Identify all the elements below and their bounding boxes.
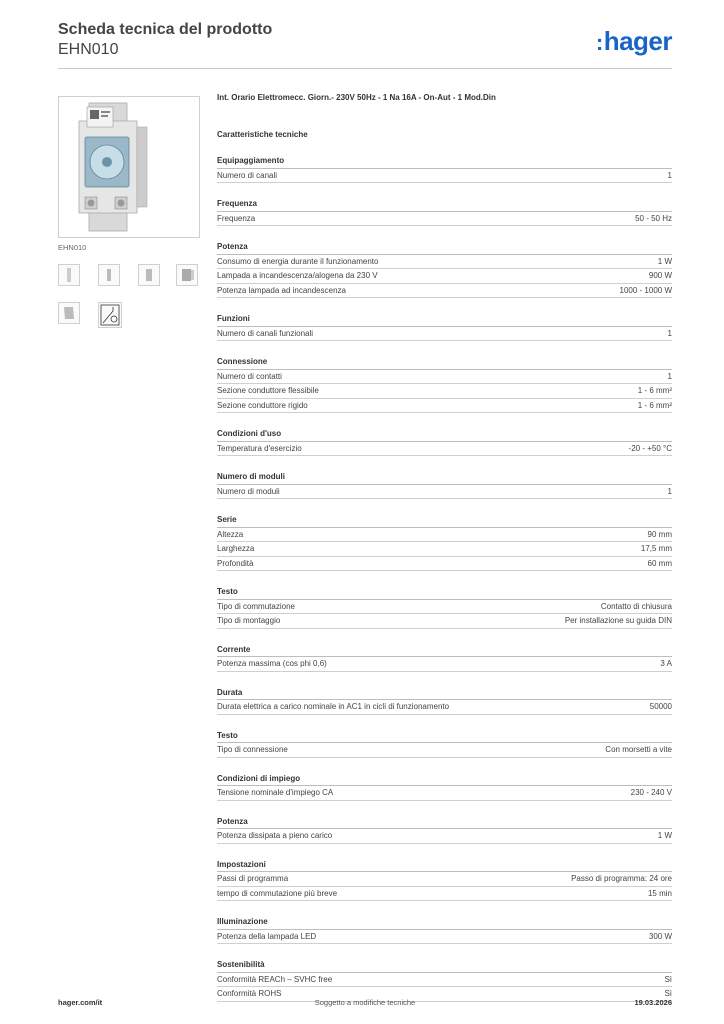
spec-group [217, 226, 672, 298]
spec-label: Sezione conduttore rigido [217, 400, 308, 410]
product-image[interactable] [58, 96, 200, 238]
spec-label: Numero di moduli [217, 486, 280, 496]
spec-group-title: Funzioni [217, 312, 672, 327]
spec-group [217, 571, 672, 629]
footer-website-link[interactable]: hager.com/it [58, 998, 103, 1007]
spec-row [217, 930, 672, 945]
spec-label: Passi di programma [217, 874, 289, 883]
spec-value: 230 - 240 V [630, 788, 672, 797]
product-code: EHN010 [58, 41, 119, 58]
spec-row [217, 442, 672, 457]
spec-group-title: Condizioni di impiego [217, 772, 672, 787]
spec-group-title: Illuminazione [217, 915, 672, 930]
spec-label: Potenza lampada ad incandescenza [217, 285, 346, 295]
spec-label: Temperatura d'esercizio [217, 443, 302, 453]
spec-value: 3 A [660, 659, 672, 668]
spec-label: Potenza dissipata a pieno carico [217, 831, 333, 840]
wiring-diagram-icon[interactable] [98, 302, 122, 328]
spec-value: Passo di programma: 24 ore [571, 874, 672, 883]
spec-row [217, 542, 672, 557]
spec-label: Sezione conduttore flessibile [217, 386, 319, 395]
spec-section-title: Caratteristiche tecniche [217, 130, 308, 139]
spec-row [217, 485, 672, 500]
spec-label: Larghezza [217, 544, 255, 553]
spec-label: Durata elettrica a carico nominale in AC1 in cicli di funzionamento [217, 702, 450, 711]
spec-row [217, 384, 672, 399]
spec-row [217, 284, 672, 299]
spec-row [217, 973, 672, 988]
thumbnail-angle[interactable] [176, 264, 198, 286]
spec-label: Numero di contatti [217, 371, 282, 381]
spec-row [217, 887, 672, 902]
spec-group [217, 758, 672, 801]
spec-row [217, 255, 672, 270]
spec-group [217, 183, 672, 226]
spec-row [217, 327, 672, 342]
spec-group-title: Connessione [217, 355, 672, 370]
spec-label: Conformità ROHS [217, 989, 282, 998]
thumbnail-front[interactable] [58, 264, 80, 286]
product-description: Int. Orario Elettromecc. Giorn.- 230V 50Hz - 1 Na 16A - On-Aut - 1 Mod.Din [217, 93, 496, 102]
hager-logo[interactable]: :hager [595, 26, 672, 56]
spec-group-title: Equipaggiamento [217, 154, 672, 169]
page-title: Scheda tecnica del prodotto [58, 21, 273, 38]
spec-label: Potenza massima (cos phi 0,6) [217, 659, 327, 668]
spec-label: Conformità REACh – SVHC free [217, 974, 333, 984]
spec-label: Frequenza [217, 213, 256, 223]
spec-value: 90 mm [647, 529, 672, 539]
spec-label: Lampada a incandescenza/alogena da 230 V [217, 271, 378, 280]
spec-value: 300 W [648, 931, 672, 941]
header-divider [58, 68, 672, 69]
spec-value: 17,5 mm [640, 544, 672, 553]
footer-disclaimer: Soggetto a modifiche tecniche [314, 998, 416, 1007]
spec-label: Tensione nominale d'impiego CA [217, 788, 334, 797]
spec-group [217, 341, 672, 413]
spec-group [217, 140, 672, 183]
spec-value: 50000 [649, 702, 672, 711]
page-header [58, 20, 272, 60]
thumbnail-3d[interactable] [58, 302, 80, 324]
spec-value: 1 [667, 371, 672, 381]
spec-group [217, 944, 672, 1002]
spec-row [217, 743, 672, 758]
spec-group [217, 672, 672, 715]
spec-value: Contatto di chiusura [600, 601, 672, 611]
thumbnail-back[interactable] [138, 264, 160, 286]
spec-group [217, 499, 672, 571]
spec-label: Profondità [217, 558, 254, 568]
spec-group [217, 413, 672, 456]
spec-row [217, 700, 672, 715]
spec-row [217, 657, 672, 672]
spec-row [217, 557, 672, 572]
spec-label: Numero di canali [217, 170, 278, 180]
spec-label: Tipo di connessione [217, 745, 288, 754]
spec-row [217, 829, 672, 844]
spec-row [217, 212, 672, 227]
spec-row [217, 399, 672, 414]
spec-row [217, 872, 672, 887]
spec-label: Potenza della lampada LED [217, 931, 317, 941]
spec-group [217, 298, 672, 341]
spec-value: 15 min [647, 888, 672, 898]
spec-value: 50 - 50 Hz [635, 213, 672, 223]
spec-value: 60 mm [647, 558, 672, 568]
timer-device-illustration [59, 97, 199, 237]
product-image-caption: EHN010 [58, 243, 87, 252]
spec-group-title: Numero di moduli [217, 470, 672, 485]
spec-value: Sì [664, 989, 672, 998]
spec-value: 1 W [657, 256, 672, 266]
spec-value: 1 - 6 mm² [637, 386, 672, 395]
spec-value: Con morsetti a vite [605, 745, 672, 754]
spec-label: Tipo di commutazione [217, 601, 295, 611]
spec-group [217, 456, 672, 499]
thumbnail-side[interactable] [98, 264, 120, 286]
spec-group-title: Corrente [217, 643, 672, 658]
spec-group-title: Potenza [217, 815, 672, 830]
spec-group [217, 844, 672, 902]
spec-row [217, 370, 672, 385]
spec-row [217, 169, 672, 184]
spec-value: 1 [667, 170, 672, 180]
spec-value: 1 - 6 mm² [637, 400, 672, 410]
spec-row [217, 528, 672, 543]
spec-value: Sì [664, 974, 672, 984]
spec-label: Numero di canali funzionali [217, 328, 314, 338]
spec-value: 1 W [657, 831, 672, 840]
spec-groups [217, 140, 672, 1002]
spec-group [217, 901, 672, 944]
spec-label: Tipo di montaggio [217, 616, 281, 625]
spec-row [217, 269, 672, 284]
spec-value: -20 - +50 °C [628, 443, 672, 453]
spec-group-title: Frequenza [217, 197, 672, 212]
spec-group-title: Sostenibilità [217, 958, 672, 973]
spec-group-title: Condizioni d'uso [217, 427, 672, 442]
spec-group-title: Potenza [217, 240, 672, 255]
spec-group-title: Durata [217, 686, 672, 701]
spec-group [217, 629, 672, 672]
spec-group-title: Testo [217, 729, 672, 744]
spec-row [217, 614, 672, 629]
spec-value: Per installazione su guida DIN [564, 616, 672, 625]
spec-content [217, 92, 672, 1002]
spec-row [217, 600, 672, 615]
spec-group [217, 801, 672, 844]
spec-row [217, 786, 672, 801]
spec-value: 900 W [648, 271, 672, 280]
spec-label: Consumo di energia durante il funzionamento [217, 256, 379, 266]
spec-value: 1000 - 1000 W [619, 285, 672, 295]
spec-group-title: Serie [217, 513, 672, 528]
spec-group [217, 715, 672, 758]
spec-group-title: Testo [217, 585, 672, 600]
spec-group-title: Impostazioni [217, 858, 672, 873]
footer-date: 19.03.2026 [634, 998, 672, 1007]
spec-value: 1 [667, 328, 672, 338]
spec-label: tempo di commutazione più breve [217, 888, 338, 898]
spec-value: 1 [667, 486, 672, 496]
spec-label: Altezza [217, 529, 244, 539]
